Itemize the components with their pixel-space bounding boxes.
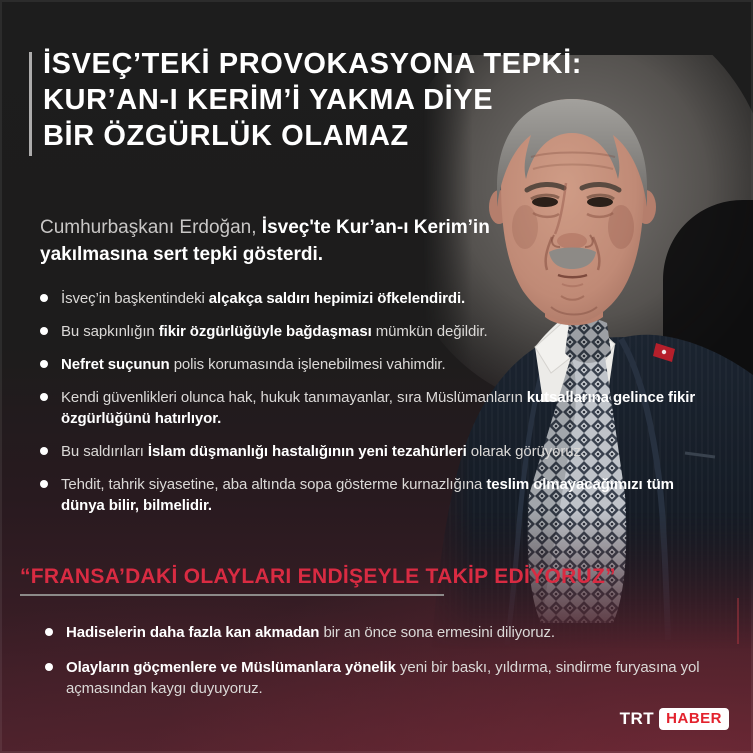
list-item [40, 387, 708, 429]
intro-bold: İsveç'te Kur’an-ı Kerim’in yakılmasına sert tepki gösterdi. [40, 217, 490, 265]
bullet-dot-icon [40, 447, 48, 455]
list-item-text: Olayların göçmenlere ve Müslümanlara yönelik yeni bir baskı, yıldırma, sindirme furyasına yol açmasından kaygı duyuyoruz. [66, 659, 700, 697]
list-item [40, 474, 708, 516]
list-item [45, 622, 717, 643]
intro-regular: Cumhurbaşkanı Erdoğan, [40, 217, 262, 238]
list-item-text: Bu saldırıları İslam düşmanlığı hastalığının yeni tezahürleri olarak görüyoruz. [61, 443, 585, 460]
quote-statement-list [45, 622, 717, 699]
list-item [40, 354, 708, 375]
list-item-text: Nefret suçunun polis korumasında işlenebilmesi vahimdir. [61, 356, 446, 373]
list-item [40, 321, 708, 342]
haber-logo-badge: HABER [659, 708, 729, 730]
quote-underline [20, 594, 444, 596]
bullet-dot-icon [40, 327, 48, 335]
list-item [40, 288, 708, 309]
list-item-text: Hadiselerin daha fazla kan akmadan bir an önce sona ermesini diliyoruz. [66, 624, 555, 641]
trt-haber-logo [620, 708, 729, 730]
bullet-dot-icon [40, 393, 48, 401]
list-item-text: Bu sapkınlığın fikir özgürlüğüyle bağdaşması mümkün değildir. [61, 323, 488, 340]
list-item-text: İsveç’in başkentindeki alçakça saldırı hepimizi öfkelendirdi. [61, 290, 466, 307]
headline-line1: İSVEÇ’TEKİ PROVOKASYONA TEPKİ: [43, 48, 582, 80]
bullet-dot-icon [45, 628, 53, 636]
headline-line2: KUR’AN-I KERİM’İ YAKMA DİYE [43, 84, 494, 116]
red-accent-tick [737, 598, 739, 644]
intro-text [40, 214, 502, 268]
bullet-dot-icon [40, 480, 48, 488]
bullet-dot-icon [40, 360, 48, 368]
bullet-dot-icon [45, 663, 53, 671]
list-item [40, 441, 708, 462]
bullet-dot-icon [40, 294, 48, 302]
headline [43, 46, 582, 154]
list-item [45, 657, 717, 699]
list-item-text: Tehdit, tahrik siyasetine, aba altında sopa gösterme kurnazlığına teslim olmayacağımızı tüm dünya bilir, bilmelidir. [61, 476, 674, 514]
statement-list [40, 288, 708, 516]
trt-logo-text: TRT [619, 709, 655, 728]
quote-heading: “FRANSA’DAKİ OLAYLARI ENDİŞEYLE TAKİP EDİYORUZ” [20, 565, 616, 588]
headline-line3: BİR ÖZGÜRLÜK OLAMAZ [43, 120, 409, 152]
list-item-text: Kendi güvenlikleri olunca hak, hukuk tanımayanlar, sıra Müslümanların kutsallarına gelince fikir özgürlüğünü hatırlıyor. [61, 389, 696, 427]
title-accent-bar [29, 52, 32, 156]
